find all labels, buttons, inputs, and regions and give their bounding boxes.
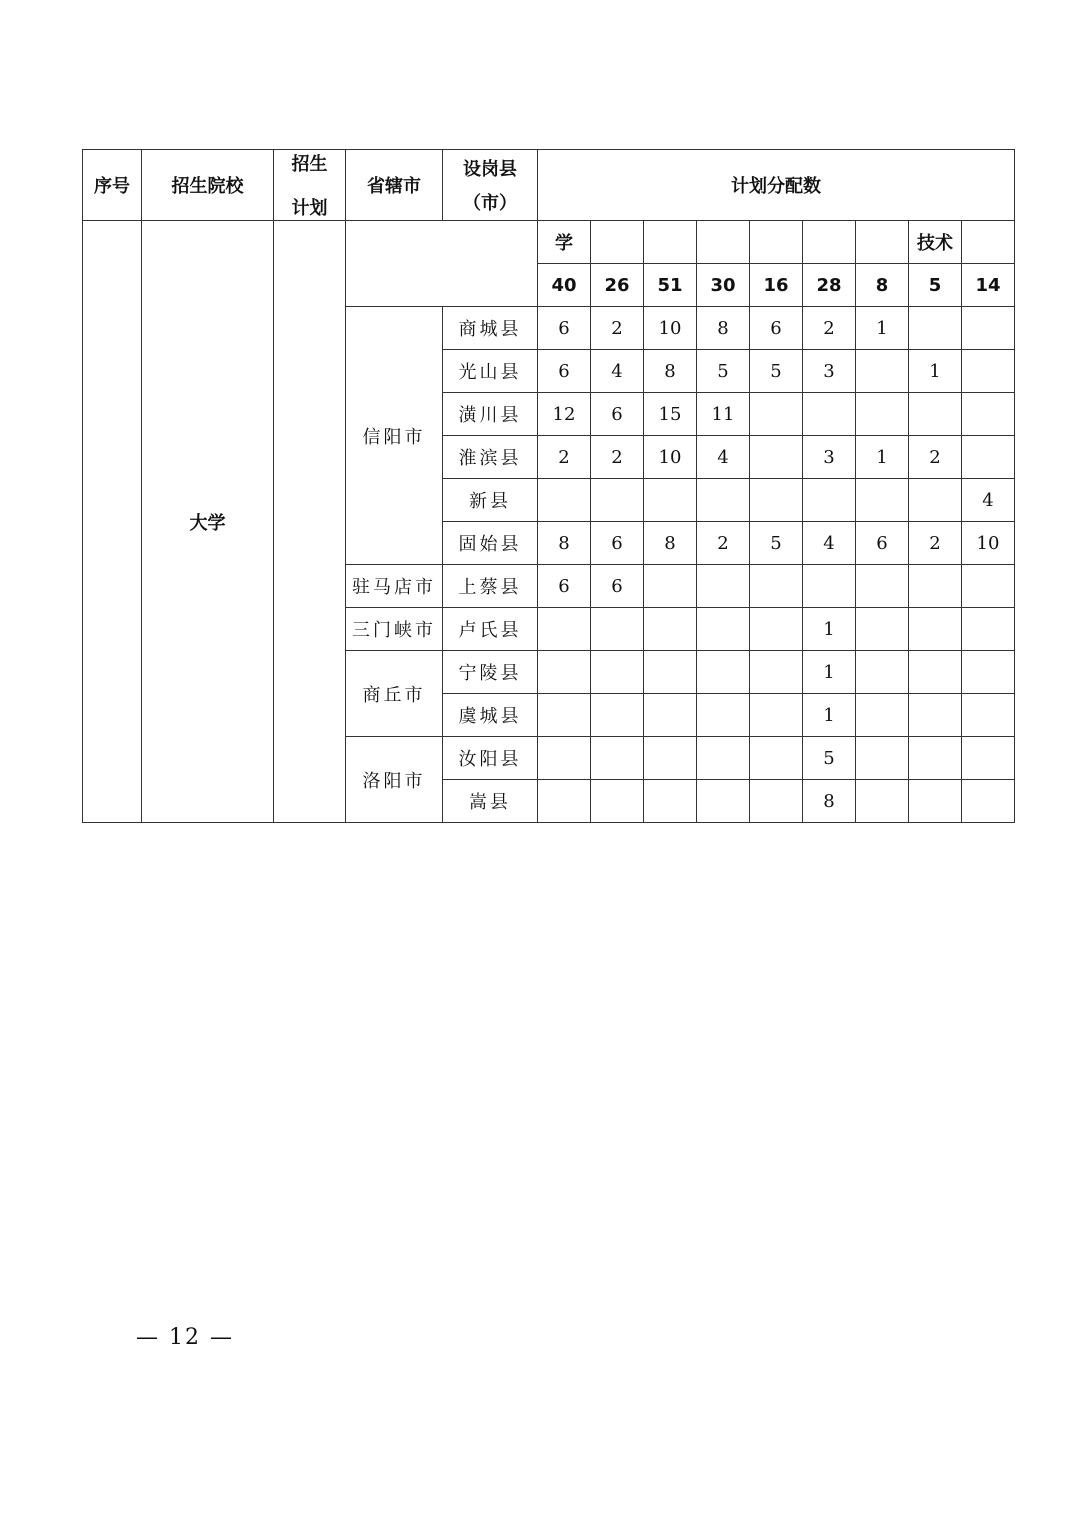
value-cell bbox=[750, 780, 803, 823]
value-cell bbox=[644, 651, 697, 694]
value-cell bbox=[591, 608, 644, 651]
value-cell bbox=[856, 393, 909, 436]
value-cell: 6 bbox=[538, 565, 591, 608]
value-cell: 12 bbox=[538, 393, 591, 436]
subheader-cell bbox=[962, 221, 1015, 264]
value-cell: 6 bbox=[750, 307, 803, 350]
total-cell: 30 bbox=[697, 264, 750, 307]
value-cell bbox=[856, 780, 909, 823]
county-cell: 光山县 bbox=[443, 350, 538, 393]
value-cell: 4 bbox=[591, 350, 644, 393]
header-seq: 序号 bbox=[83, 150, 142, 221]
value-cell bbox=[750, 479, 803, 522]
value-cell bbox=[856, 737, 909, 780]
value-cell bbox=[697, 780, 750, 823]
value-cell: 6 bbox=[856, 522, 909, 565]
value-cell: 5 bbox=[697, 350, 750, 393]
value-cell bbox=[856, 651, 909, 694]
value-cell: 2 bbox=[697, 522, 750, 565]
value-cell: 6 bbox=[538, 350, 591, 393]
value-cell bbox=[538, 479, 591, 522]
value-cell bbox=[538, 780, 591, 823]
value-cell bbox=[591, 479, 644, 522]
header-county-line2: （市） bbox=[463, 193, 517, 214]
value-cell bbox=[909, 393, 962, 436]
value-cell bbox=[962, 737, 1015, 780]
value-cell bbox=[750, 694, 803, 737]
value-cell: 8 bbox=[538, 522, 591, 565]
value-cell bbox=[644, 737, 697, 780]
subheader-cell bbox=[750, 221, 803, 264]
value-cell bbox=[856, 608, 909, 651]
value-cell: 8 bbox=[644, 522, 697, 565]
header-plan bbox=[274, 150, 346, 221]
county-cell: 嵩县 bbox=[443, 780, 538, 823]
value-cell bbox=[962, 651, 1015, 694]
value-cell bbox=[909, 608, 962, 651]
value-cell bbox=[856, 479, 909, 522]
value-cell: 1 bbox=[856, 307, 909, 350]
value-cell: 2 bbox=[909, 436, 962, 479]
header-school: 招生院校 bbox=[142, 150, 274, 221]
value-cell: 2 bbox=[909, 522, 962, 565]
county-cell: 固始县 bbox=[443, 522, 538, 565]
total-cell: 26 bbox=[591, 264, 644, 307]
city-cell: 洛阳市 bbox=[346, 737, 443, 823]
page-number: — 12 — bbox=[136, 1325, 234, 1350]
school-name: 大学 bbox=[142, 221, 274, 823]
value-cell bbox=[538, 651, 591, 694]
plan-cell bbox=[274, 221, 346, 823]
value-cell: 5 bbox=[750, 522, 803, 565]
header-city: 省辖市 bbox=[346, 150, 443, 221]
subheader-cell bbox=[591, 221, 644, 264]
value-cell bbox=[591, 737, 644, 780]
value-cell: 15 bbox=[644, 393, 697, 436]
value-cell: 6 bbox=[591, 393, 644, 436]
value-cell: 4 bbox=[962, 479, 1015, 522]
city-cell: 驻马店市 bbox=[346, 565, 443, 608]
value-cell: 6 bbox=[591, 565, 644, 608]
county-cell: 汝阳县 bbox=[443, 737, 538, 780]
value-cell: 3 bbox=[803, 436, 856, 479]
subheader-row bbox=[83, 221, 1015, 264]
header-county bbox=[443, 150, 538, 221]
value-cell bbox=[962, 608, 1015, 651]
value-cell bbox=[644, 608, 697, 651]
value-cell bbox=[909, 651, 962, 694]
value-cell: 1 bbox=[856, 436, 909, 479]
county-cell: 潢川县 bbox=[443, 393, 538, 436]
value-cell bbox=[803, 565, 856, 608]
total-cell: 8 bbox=[856, 264, 909, 307]
value-cell bbox=[697, 737, 750, 780]
total-cell: 16 bbox=[750, 264, 803, 307]
blank-city-county-cell bbox=[346, 221, 538, 307]
header-plan-line2: 计划 bbox=[291, 198, 328, 219]
subheader-cell bbox=[697, 221, 750, 264]
county-cell: 淮滨县 bbox=[443, 436, 538, 479]
value-cell bbox=[644, 694, 697, 737]
value-cell bbox=[538, 608, 591, 651]
total-cell: 5 bbox=[909, 264, 962, 307]
subheader-cell: 技术 bbox=[909, 221, 962, 264]
value-cell bbox=[962, 436, 1015, 479]
value-cell bbox=[856, 694, 909, 737]
city-cell: 信阳市 bbox=[346, 307, 443, 565]
value-cell bbox=[591, 694, 644, 737]
allocation-table bbox=[82, 149, 1015, 823]
value-cell bbox=[591, 780, 644, 823]
subheader-cell bbox=[644, 221, 697, 264]
value-cell: 10 bbox=[644, 307, 697, 350]
header-allocation: 计划分配数 bbox=[538, 150, 1015, 221]
value-cell: 1 bbox=[803, 608, 856, 651]
value-cell: 5 bbox=[750, 350, 803, 393]
value-cell: 2 bbox=[538, 436, 591, 479]
value-cell bbox=[856, 350, 909, 393]
county-cell: 新县 bbox=[443, 479, 538, 522]
value-cell: 11 bbox=[697, 393, 750, 436]
value-cell: 8 bbox=[803, 780, 856, 823]
header-county-line1: 设岗县 bbox=[463, 159, 517, 180]
value-cell bbox=[644, 565, 697, 608]
value-cell bbox=[750, 737, 803, 780]
county-cell: 宁陵县 bbox=[443, 651, 538, 694]
value-cell bbox=[750, 651, 803, 694]
county-cell: 上蔡县 bbox=[443, 565, 538, 608]
county-cell: 卢氏县 bbox=[443, 608, 538, 651]
city-cell: 商丘市 bbox=[346, 651, 443, 737]
value-cell bbox=[962, 350, 1015, 393]
value-cell bbox=[909, 565, 962, 608]
value-cell: 3 bbox=[803, 350, 856, 393]
value-cell bbox=[909, 479, 962, 522]
value-cell bbox=[591, 651, 644, 694]
value-cell bbox=[962, 694, 1015, 737]
value-cell: 2 bbox=[591, 307, 644, 350]
value-cell bbox=[962, 780, 1015, 823]
value-cell: 1 bbox=[803, 651, 856, 694]
value-cell: 8 bbox=[644, 350, 697, 393]
county-cell: 商城县 bbox=[443, 307, 538, 350]
value-cell: 4 bbox=[803, 522, 856, 565]
value-cell bbox=[644, 780, 697, 823]
value-cell: 5 bbox=[803, 737, 856, 780]
city-cell: 三门峡市 bbox=[346, 608, 443, 651]
value-cell bbox=[538, 694, 591, 737]
county-cell: 虞城县 bbox=[443, 694, 538, 737]
value-cell: 4 bbox=[697, 436, 750, 479]
value-cell bbox=[962, 393, 1015, 436]
value-cell bbox=[803, 479, 856, 522]
value-cell bbox=[856, 565, 909, 608]
value-cell: 6 bbox=[591, 522, 644, 565]
value-cell bbox=[697, 694, 750, 737]
total-cell: 40 bbox=[538, 264, 591, 307]
header-row bbox=[83, 150, 1015, 221]
value-cell: 2 bbox=[591, 436, 644, 479]
value-cell bbox=[750, 608, 803, 651]
value-cell bbox=[750, 393, 803, 436]
value-cell bbox=[962, 307, 1015, 350]
value-cell: 8 bbox=[697, 307, 750, 350]
value-cell: 6 bbox=[538, 307, 591, 350]
value-cell: 10 bbox=[962, 522, 1015, 565]
subheader-cell bbox=[856, 221, 909, 264]
value-cell bbox=[750, 436, 803, 479]
total-cell: 51 bbox=[644, 264, 697, 307]
value-cell: 1 bbox=[803, 694, 856, 737]
seq-cell bbox=[83, 221, 142, 823]
value-cell bbox=[644, 479, 697, 522]
value-cell bbox=[909, 307, 962, 350]
value-cell bbox=[538, 737, 591, 780]
value-cell bbox=[697, 479, 750, 522]
value-cell bbox=[962, 565, 1015, 608]
value-cell bbox=[697, 608, 750, 651]
value-cell bbox=[803, 393, 856, 436]
value-cell bbox=[697, 651, 750, 694]
value-cell bbox=[909, 780, 962, 823]
value-cell: 10 bbox=[644, 436, 697, 479]
subheader-cell: 学 bbox=[538, 221, 591, 264]
value-cell: 2 bbox=[803, 307, 856, 350]
value-cell bbox=[909, 694, 962, 737]
total-cell: 14 bbox=[962, 264, 1015, 307]
total-cell: 28 bbox=[803, 264, 856, 307]
subheader-cell bbox=[803, 221, 856, 264]
value-cell bbox=[750, 565, 803, 608]
value-cell bbox=[909, 737, 962, 780]
value-cell: 1 bbox=[909, 350, 962, 393]
value-cell bbox=[697, 565, 750, 608]
header-plan-line1: 招生 bbox=[291, 154, 328, 175]
